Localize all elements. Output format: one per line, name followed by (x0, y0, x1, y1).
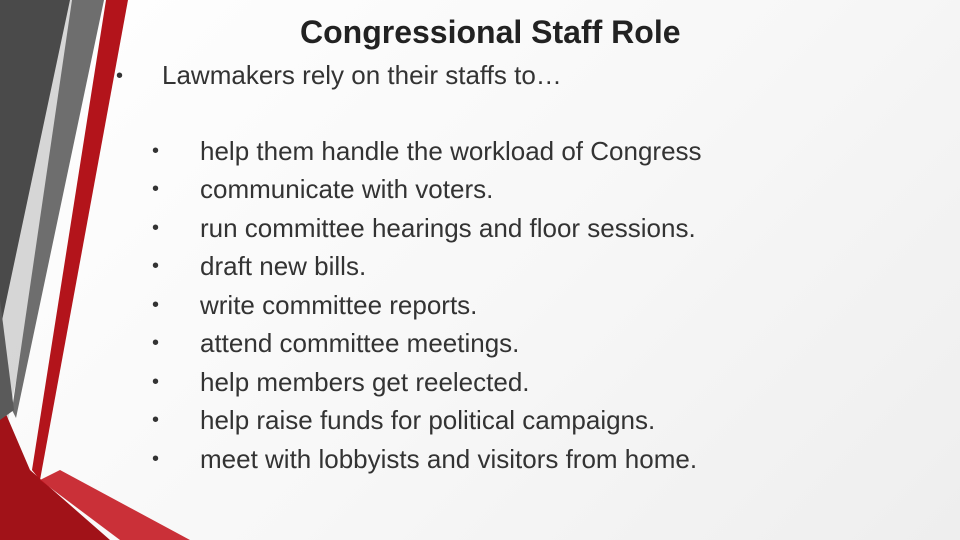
list-item (150, 248, 702, 287)
bullet: • (152, 293, 160, 316)
list-item (150, 325, 702, 364)
bullet: • (152, 447, 160, 470)
bullet: • (152, 255, 160, 278)
slide-title: Congressional Staff Role (300, 14, 681, 50)
list-item-text: attend committee meetings. (200, 328, 520, 359)
bullet: • (152, 332, 160, 355)
list-item (150, 402, 702, 441)
list-item-text: write committee reports. (200, 289, 478, 320)
list-item (150, 286, 702, 325)
bullet: • (152, 370, 160, 393)
list-item-text: help them handle the workload of Congress (200, 135, 702, 166)
list-item-text: draft new bills. (200, 251, 367, 282)
bullet: • (152, 409, 160, 432)
list-item-text: communicate with voters. (200, 174, 494, 205)
list-item (150, 209, 702, 248)
list-item-text: help members get reelected. (200, 366, 530, 397)
bullet: • (152, 178, 160, 201)
intro-text: Lawmakers rely on their staffs to… (162, 60, 562, 90)
list-item-text: help raise funds for political campaigns. (200, 405, 656, 436)
bullet: • (152, 139, 160, 162)
staff-role-list (150, 132, 702, 479)
intro-bullet: • (116, 65, 124, 87)
list-item (150, 132, 702, 171)
list-item (150, 440, 702, 479)
list-item-text: run committee hearings and floor sessions. (200, 212, 696, 243)
list-item-text: meet with lobbyists and visitors from home. (200, 443, 698, 474)
list-item (150, 363, 702, 402)
bullet: • (152, 216, 160, 239)
list-item (150, 171, 702, 210)
